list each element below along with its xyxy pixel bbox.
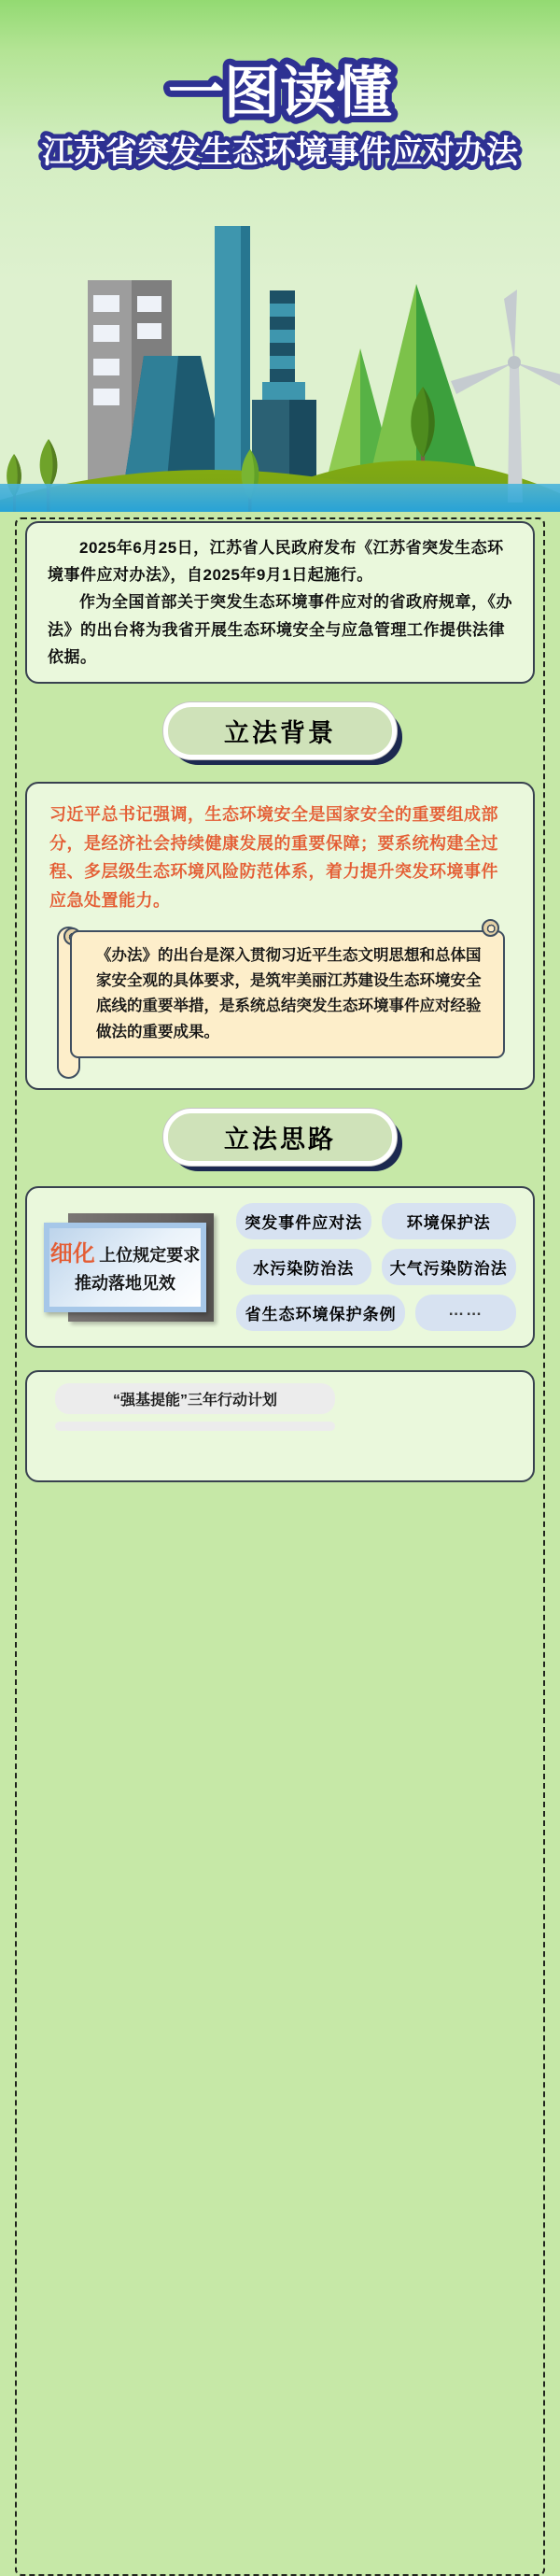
law-pill: 水污染防治法 — [236, 1249, 371, 1285]
background-box — [25, 782, 535, 1090]
law-pill-list — [236, 1203, 516, 1331]
eco-city-illustration — [0, 185, 560, 512]
law-pill-more: …… — [415, 1295, 516, 1331]
poster-title — [0, 37, 560, 177]
scroll-curl-top-right-icon — [482, 919, 499, 937]
scroll-body — [70, 930, 505, 1059]
scroll-banner — [70, 930, 505, 1059]
water — [0, 484, 560, 512]
intro-paragraph-1: 2025年6月25日，江苏省人民政府发布《江苏省突发生态环境事件应对办法》，自2025年9月1日起施行。 — [48, 539, 504, 585]
plan-pill: “强基提能”三年行动计划 — [55, 1383, 335, 1414]
law-pill: 环境保护法 — [382, 1203, 517, 1239]
badge-line2: 推动落地见效 — [75, 1274, 175, 1294]
section-header-background — [163, 702, 397, 759]
law-pill: 省生态环境保护条例 — [236, 1295, 405, 1331]
section-header-approach — [163, 1109, 397, 1166]
law-pill: 突发事件应对法 — [236, 1203, 371, 1239]
leader-quote: 习近平总书记强调，生态环境安全是国家安全的重要组成部分，是经济社会持续健康发展的重要保障；要系统构建全过程、多层级生态环境风险防范体系，着力提升突发环境事件应急处置能力。 — [49, 805, 498, 910]
section-header-background-label: 立法背景 — [224, 719, 336, 748]
refine-badge — [44, 1213, 221, 1322]
section-header-approach-label: 立法思路 — [224, 1125, 336, 1154]
page-title: 一图读懂 — [168, 62, 392, 124]
plan-pill-next — [55, 1422, 335, 1431]
badge-highlight: 细化 — [49, 1241, 95, 1267]
law-pill: 大气污染防治法 — [382, 1249, 517, 1285]
page-subtitle: 江苏省突发生态环境事件应对办法 — [42, 134, 518, 170]
plan-box — [25, 1370, 535, 1482]
intro-paragraph-2: 作为全国首部关于突发生态环境事件应对的省政府规章，《办法》的出台将为我省开展生态环境安全与应急管理工作提供法律依据。 — [48, 593, 512, 666]
intro-box — [25, 521, 535, 684]
header-banner — [0, 0, 560, 512]
content-area — [0, 512, 560, 1409]
badge-front-panel — [44, 1223, 206, 1312]
factory-icon — [252, 290, 316, 501]
approach-box — [25, 1186, 535, 1348]
badge-line1: 上位规定要求 — [99, 1246, 201, 1266]
scroll-text: 《办法》的出台是深入贯彻习近平生态文明思想和总体国家安全观的具体要求，是筑牢美丽江苏建设生态环境安全底线的重要举措，是系统总结突发生态环境事件应对经验做法的重要成果。 — [96, 946, 482, 1040]
